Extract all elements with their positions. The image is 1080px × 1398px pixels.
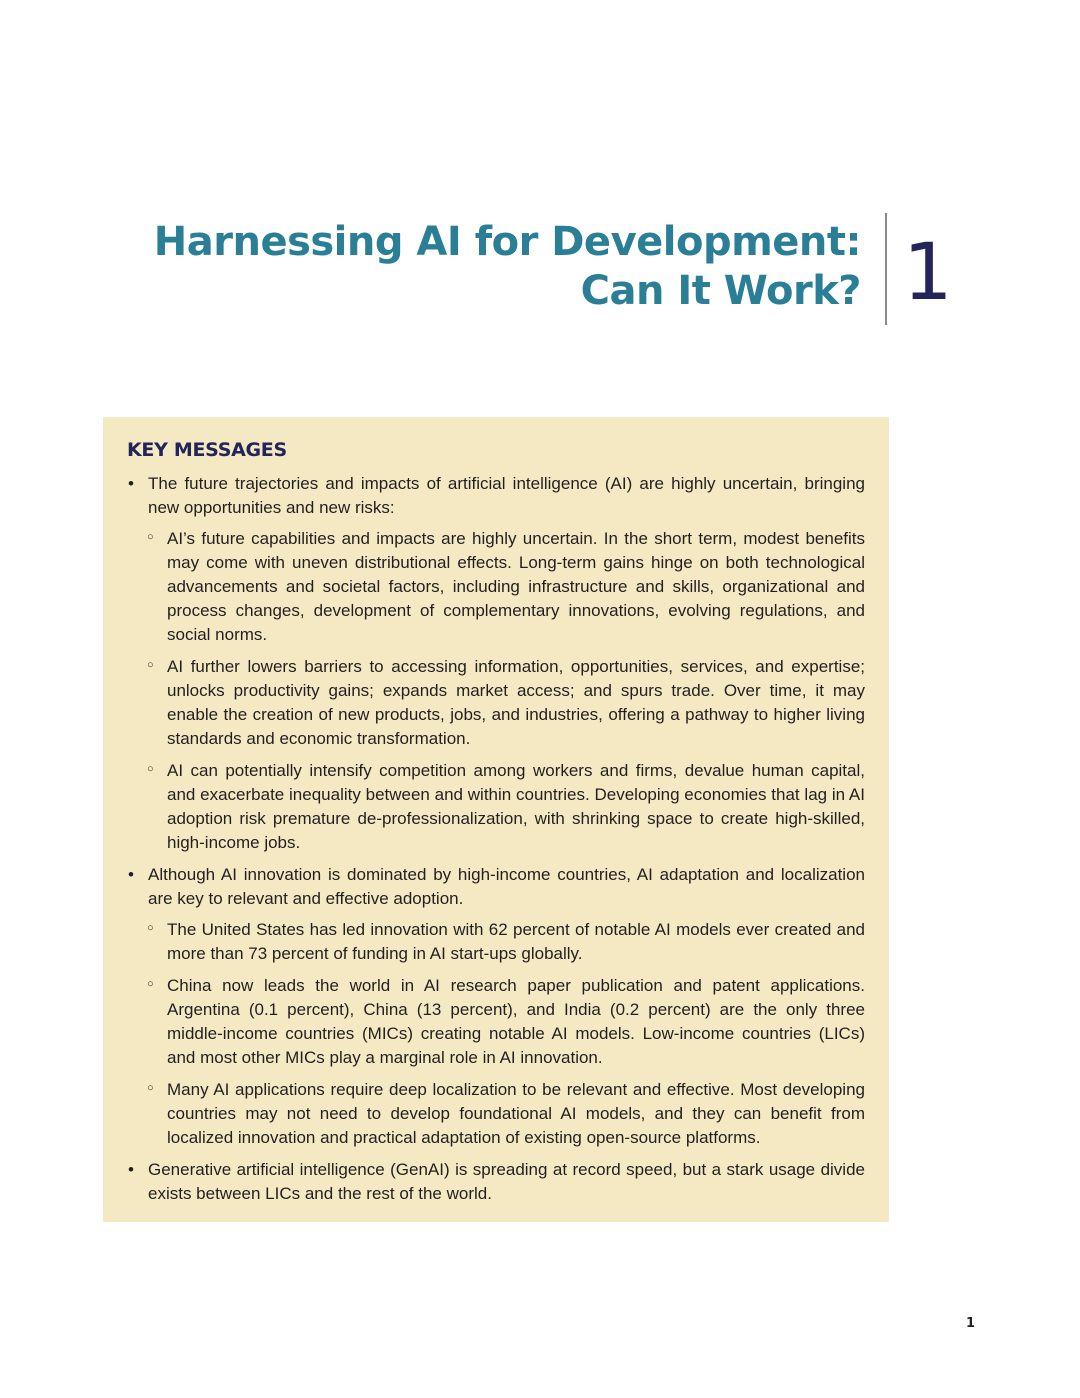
list-item-text: Generative artificial intelligence (GenAI) is spreading at record speed, but a stark usage divide exists between LICs and the rest of the world. <box>148 1160 865 1203</box>
list-item <box>127 863 865 1150</box>
sub-list-item <box>148 974 865 1070</box>
hollow-bullet-icon: ○ <box>147 659 154 671</box>
list-item <box>127 472 865 855</box>
hollow-bullet-icon: ○ <box>147 978 154 990</box>
sub-list-item-text: China now leads the world in AI research paper publication and patent applications. Argentina (0.1 percent), China (13 percent), and India (0.2 percent) are the only three middle-income countries (MICs) creating notable AI models. Low-income countries (LICs) and most other MICs play a marginal role in AI innovation. <box>167 976 865 1067</box>
sub-list-item-text: AI’s future capabilities and impacts are highly uncertain. In the short term, modest benefits may come with uneven distributional effects. Long-term gains hinge on both technological advancements and societal factors, including infrastructure and skills, organizational and process changes, development of complementary innovations, evolving regulations, and social norms. <box>167 529 865 644</box>
hollow-bullet-icon: ○ <box>147 763 154 775</box>
page-number: 1 <box>966 1316 976 1331</box>
sub-list-item-text: Many AI applications require deep localization to be relevant and effective. Most developing countries may not need to develop foundational AI models, and they can benefit from localized innovation and practical adaptation of existing open-source platforms. <box>167 1080 865 1147</box>
sub-list-item-text: AI further lowers barriers to accessing information, opportunities, services, and expertise; unlocks productivity gains; expands market access; and spurs trade. Over time, it may enable the creation of new products, jobs, and industries, offering a pathway to higher living standards and economic transformation. <box>167 657 865 748</box>
key-messages-heading: KEY MESSAGES <box>127 439 287 461</box>
sub-list-item <box>148 1078 865 1150</box>
chapter-title-line-1: Harnessing AI for Development: <box>153 219 861 265</box>
sub-list-item <box>148 655 865 751</box>
list-item-text: Although AI innovation is dominated by high-income countries, AI adaptation and localization are key to relevant and effective adoption. <box>148 865 865 908</box>
bullet-icon: • <box>128 474 134 493</box>
chapter-title <box>154 218 861 316</box>
hollow-bullet-icon: ○ <box>147 922 154 934</box>
sub-list-item <box>148 527 865 647</box>
sub-list <box>148 527 865 855</box>
sub-list-item <box>148 918 865 966</box>
chapter-divider <box>885 213 887 325</box>
list-item <box>127 1158 865 1206</box>
chapter-title-line-2: Can It Work? <box>580 268 861 314</box>
sub-list-item <box>148 759 865 855</box>
bullet-icon: • <box>128 1160 134 1179</box>
sub-list <box>148 918 865 1150</box>
sub-list-item-text: The United States has led innovation with 62 percent of notable AI models ever created and more than 73 percent of funding in AI start-ups globally. <box>167 920 865 963</box>
hollow-bullet-icon: ○ <box>147 531 154 543</box>
list-item-text: The future trajectories and impacts of artificial intelligence (AI) are highly uncertain, bringing new opportunities and new risks: <box>148 474 865 517</box>
hollow-bullet-icon: ○ <box>147 1082 154 1094</box>
bullet-icon: • <box>128 865 134 884</box>
sub-list-item-text: AI can potentially intensify competition among workers and firms, devalue human capital, and exacerbate inequality between and within countries. Developing economies that lag in AI adoption risk premature de-professionalization, with shrinking space to create high-skilled, high-income jobs. <box>167 761 865 852</box>
chapter-number: 1 <box>903 228 953 318</box>
key-messages-list <box>127 472 865 1206</box>
key-messages-box <box>103 417 889 1222</box>
